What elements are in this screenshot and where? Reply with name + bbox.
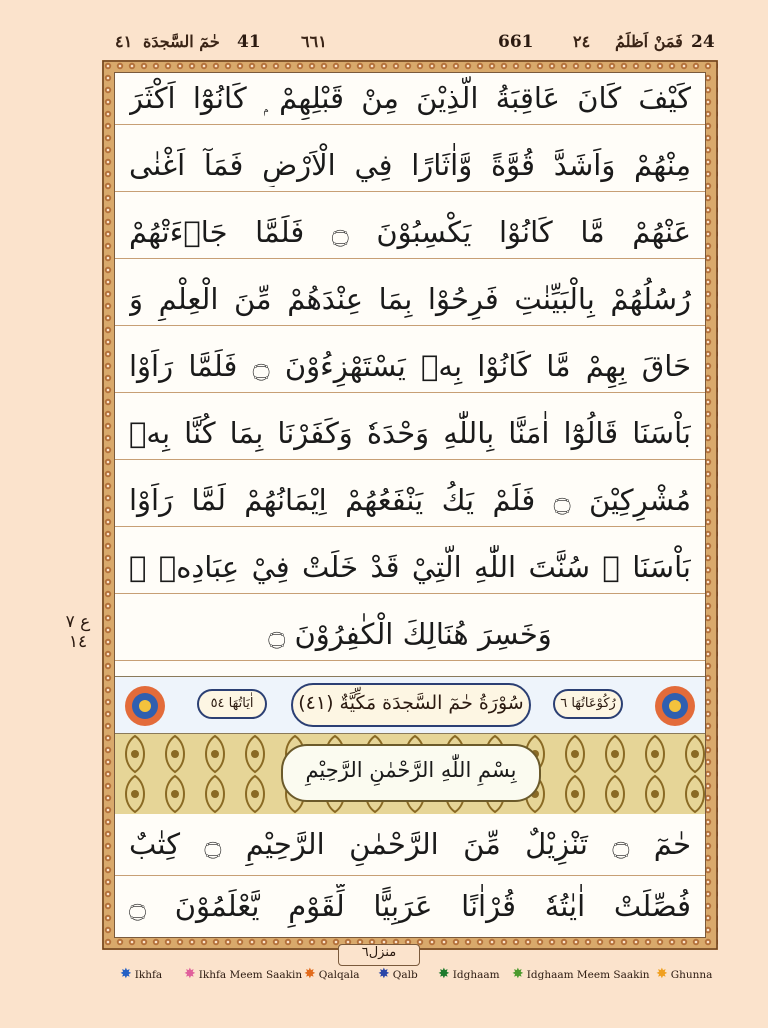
text-area: [114, 72, 706, 938]
verse-line: [115, 609, 705, 661]
legend-item: [656, 966, 712, 982]
verse-line: [115, 408, 705, 460]
legend-item: [438, 966, 500, 982]
verse-line: [115, 814, 705, 876]
legend-label: Qalqala: [318, 969, 360, 981]
header-page-number: 661: [498, 32, 534, 52]
verse-line-text: عَنْهُمْ مَّا كَانُوْا يَكْسِبُوْنَ ۝ فَلَمَّا جَاۗءَتْهُمْ: [129, 215, 691, 249]
star-icon: ✸: [438, 966, 450, 982]
legend-item: [184, 966, 302, 982]
bismillah-panel: [281, 744, 541, 802]
ruku-margin-note: ع ٧ ١٤: [65, 612, 91, 652]
legend-label: Idghaam Meem Saakin: [526, 969, 650, 981]
tajweed-color-legend: [92, 966, 732, 988]
verse-line-text: حٰمٓ ۝ تَنْزِيْلٌ مِّنَ الرَّحْمٰنِ الرَّحِيْمِ ۝ كِتٰبٌ: [129, 827, 691, 861]
legend-label: Ikhfa: [134, 969, 163, 981]
star-icon: ✸: [184, 966, 196, 982]
surah-title-cartouche: [291, 683, 531, 727]
bismillah-text: بِسْمِ اللّٰهِ الرَّحْمٰنِ الرَّحِيْمِ: [305, 758, 517, 782]
verse-line-text: مُشْرِكِيْنَ ۝ فَلَمْ يَكُ يَنْفَعُهُمْ اِيْمَانُهُمْ لَمَّا رَاَوْا: [129, 483, 691, 517]
header-surah-number-arabic: ٤١: [115, 32, 133, 51]
legend-label: Ghunna: [670, 969, 713, 981]
ayat-count-label: اٰيَاتُهَا ٥٤: [197, 689, 267, 719]
legend-item: [512, 966, 650, 982]
verse-line-text: بَاْسَنَا قَالُوْٓا اٰمَنَّا بِاللّٰهِ وَحْدَهٗ وَكَفَرْنَا بِمَا كُنَّا بِهٖ: [129, 416, 691, 450]
star-icon: ✸: [378, 966, 390, 982]
verse-line-text: مِنْهُمْ وَاَشَدَّ قُوَّةً وَّاٰثَارًا فِي الْاَرْضِ فَمَآ اَغْنٰى: [129, 148, 691, 182]
legend-label: Ikhfa Meem Saakin: [198, 969, 303, 981]
header-surah-name: حٰمٓ السَّجدَة: [143, 32, 220, 51]
legend-item: [378, 966, 418, 982]
verse-line-text: وَخَسِرَ هُنَالِكَ الْكٰفِرُوْنَ ۝: [268, 617, 552, 651]
header-juz-name: فَمَنْ اَظلَمُ: [615, 32, 683, 51]
manzil-label: منزل٦: [338, 944, 420, 966]
surah-heading-banner: [115, 676, 705, 734]
verse-line: [115, 73, 705, 125]
header-page-number-arabic: ٦٦١: [301, 32, 327, 51]
floral-ornament-icon: [651, 681, 699, 731]
legend-item: [120, 966, 162, 982]
star-icon: ✸: [304, 966, 316, 982]
ruku-count-label: رُكُوْعَاتُهَا ٦: [553, 689, 623, 719]
verse-line-text: كَيْفَ كَانَ عَاقِبَةُ الَّذِيْنَ مِنْ قَبْلِهِمْ ۭ كَانُوْٓا اَكْثَرَ: [129, 81, 691, 115]
floral-ornament-icon: [121, 681, 169, 731]
star-icon: ✸: [512, 966, 524, 982]
header-juz-number-arabic: ٢٤: [573, 32, 591, 51]
star-icon: ✸: [120, 966, 132, 982]
verse-line: [115, 475, 705, 527]
ornate-frame: [102, 60, 718, 950]
verse-line: [115, 274, 705, 326]
verse-line-text: بَاْسَنَا ۭ سُنَّتَ اللّٰهِ الَّتِيْ قَدْ خَلَتْ فِيْ عِبَادِهٖ ۚ: [129, 550, 691, 584]
verse-line-text: رُسُلُهُمْ بِالْبَيِّنٰتِ فَرِحُوْا بِمَا عِنْدَهُمْ مِّنَ الْعِلْمِ وَ: [129, 282, 691, 316]
legend-item: [304, 966, 360, 982]
surah-title: سُوْرَةُ حٰمٓ السَّجدَة مَكِّيَّةٌ (٤١): [298, 692, 524, 714]
verse-line-text: حَاقَ بِهِمْ مَّا كَانُوْا بِهٖ يَسْتَهْزِءُوْنَ ۝ فَلَمَّا رَاَوْا: [129, 349, 691, 383]
verse-line: [115, 876, 705, 938]
verse-line: [115, 542, 705, 594]
star-icon: ✸: [656, 966, 668, 982]
legend-label: Qalb: [392, 969, 418, 981]
verse-line: [115, 207, 705, 259]
header-juz-number: 24: [691, 32, 715, 52]
header-surah-number: 41: [237, 32, 261, 52]
verse-line: [115, 341, 705, 393]
bismillah-band: [115, 734, 705, 814]
legend-label: Idghaam: [452, 969, 500, 981]
page-header: [105, 28, 717, 60]
verse-line-text: فُصِّلَتْ اٰيٰتُهٗ قُرْاٰنًا عَرَبِيًّا لِّقَوْمٍ يَّعْلَمُوْنَ ۝: [129, 889, 691, 923]
verse-line: [115, 140, 705, 192]
